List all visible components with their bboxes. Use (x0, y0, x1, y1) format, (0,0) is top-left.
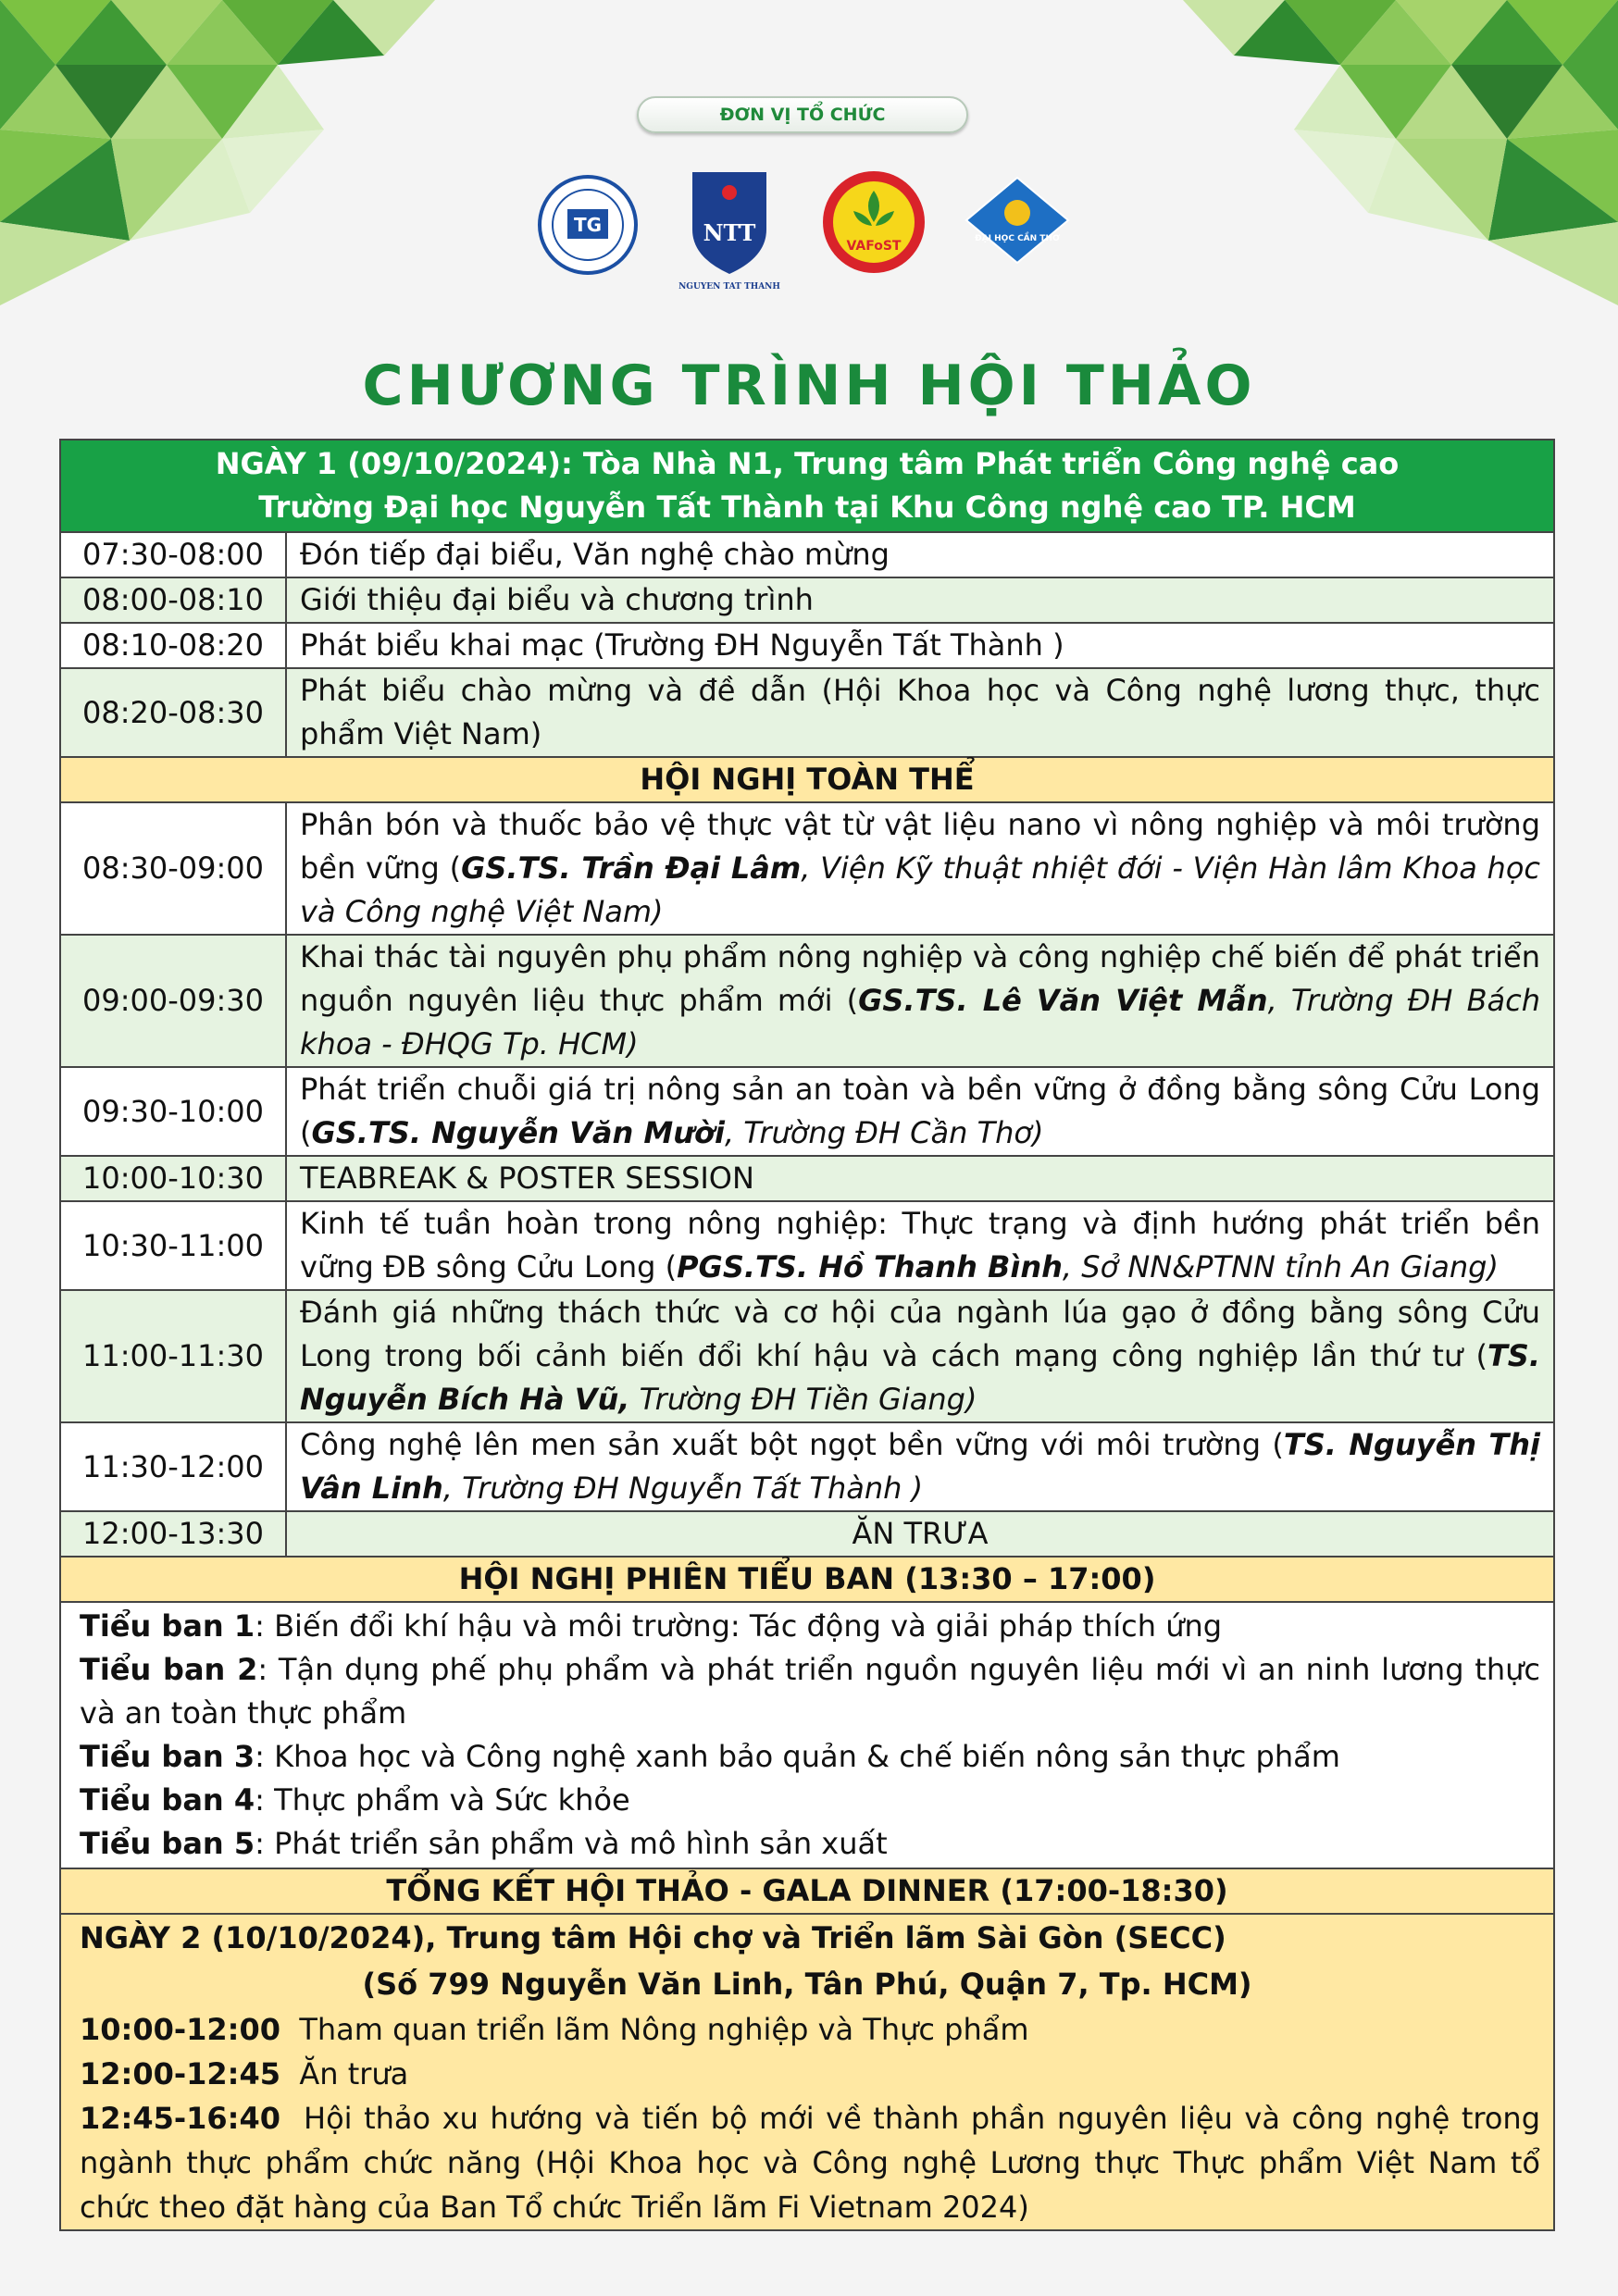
table-row (60, 935, 1554, 1067)
page-title: CHƯƠNG TRÌNH HỘI THẢO (362, 354, 1256, 418)
ntt-logo-caption: NGUYEN TAT THANH (678, 282, 780, 292)
closing-header-row (60, 1868, 1554, 1914)
subcommittees-row (60, 1602, 1554, 1868)
subcommittee-name: Tiểu ban 2 (80, 1652, 258, 1687)
speaker-affiliation: Trường ĐH Tiền Giang) (629, 1382, 977, 1417)
plenary-title: HỘI NGHỊ TOÀN THỂ (60, 757, 1554, 802)
time-cell: 08:10-08:20 (60, 623, 286, 668)
talk-title: Công nghệ lên men sản xuất bột ngọt bền vững với môi trường ( (300, 1427, 1284, 1462)
decorative-triangles-right (1100, 0, 1618, 333)
tien-giang-university-logo (537, 174, 639, 276)
program-table (59, 439, 1555, 2231)
subcommittee-item (74, 1605, 1540, 1648)
speaker-name: GS.TS. Trần Đại Lâm (461, 850, 802, 886)
subcommittee-item (74, 1735, 1540, 1779)
subcommittee-item (74, 1822, 1540, 1866)
time-cell: 10:30-11:00 (60, 1201, 286, 1290)
table-row (60, 1067, 1554, 1156)
speaker-affiliation: , Sở NN&PTNN tỉnh An Giang) (1062, 1249, 1499, 1285)
subcommittees-cell (60, 1602, 1554, 1868)
time-cell: 11:30-12:00 (60, 1422, 286, 1511)
talk-title: Đánh giá những thách thức và cơ hội của ngành lúa gạo ở đồng bằng sông Cửu Long trong bối cảnh biến đổi khí hậu và cách mạng công nghiệp lần thứ tư ( (300, 1295, 1540, 1373)
table-row (60, 1201, 1554, 1290)
day2-line2: (Số 799 Nguyễn Văn Linh, Tân Phú, Quận 7, Tp. HCM) (362, 1967, 1252, 2002)
speaker-name: PGS.TS. Hồ Thanh Bình (677, 1249, 1063, 1285)
time-cell: 07:30-08:00 (60, 532, 286, 577)
time-cell: 08:30-09:00 (60, 802, 286, 935)
day1-line1: NGÀY 1 (09/10/2024): Tòa Nhà N1, Trung tâm Phát triển Công nghệ cao (215, 446, 1400, 481)
talk-title: Phân bón và thuốc bảo vệ thực vật từ vật liệu nano vì nông nghiệp và môi trường bền vững ( (300, 807, 1540, 886)
closing-title: TỔNG KẾT HỘI THẢO - GALA DINNER (17:00-18:30) (60, 1868, 1554, 1914)
activity-cell: Đón tiếp đại biểu, Văn nghệ chào mừng (286, 532, 1554, 577)
talk-title: Kinh tế tuần hoàn trong nông nghiệp: Thực trạng và định hướng phát triển bền vững ĐB sông Cửu Long ( (300, 1206, 1540, 1285)
time-cell: 10:00-10:30 (60, 1156, 286, 1201)
day2-item (74, 2052, 1540, 2096)
day2-item (74, 2007, 1540, 2052)
activity-cell: TEABREAK & POSTER SESSION (286, 1156, 1554, 1201)
day2-item-text: Ăn trưa (280, 2056, 409, 2091)
subcommittee-topic: : Biến đổi khí hậu và môi trường: Tác động và giải pháp thích ứng (255, 1608, 1223, 1644)
subcommittee-name: Tiểu ban 4 (80, 1782, 255, 1818)
lunch-row (60, 1511, 1554, 1557)
talk-title: Khai thác tài nguyên phụ phẩm nông nghiệp và công nghiệp chế biến để phát triển nguồn nguyên liệu thực phẩm mới ( (300, 939, 1540, 1018)
organizer-label: ĐƠN VỊ TỔ CHỨC (637, 96, 968, 133)
subcommittee-topic: : Thực phẩm và Sức khỏe (255, 1782, 630, 1818)
speaker-name: GS.TS. Lê Văn Việt Mẫn (858, 983, 1268, 1018)
vafost-logo-text: VAFoST (846, 239, 902, 254)
plenary-header-row (60, 757, 1554, 802)
subcommittee-name: Tiểu ban 3 (80, 1739, 255, 1774)
ctu-logo-text: ĐẠI HỌC CẦN THƠ (975, 234, 1060, 243)
table-row (60, 623, 1554, 668)
table-row (60, 577, 1554, 623)
time-cell: 08:00-08:10 (60, 577, 286, 623)
day2-item-text: Tham quan triển lãm Nông nghiệp và Thực phẩm (280, 2012, 1029, 2047)
subcommittee-item (74, 1779, 1540, 1822)
speaker-name: TS. Nguyễn Bích Hà Vũ, (300, 1338, 1540, 1417)
speaker-affiliation: , Trường ĐH Nguyễn Tất Thành ) (442, 1471, 924, 1506)
table-row (60, 532, 1554, 577)
table-row (60, 1290, 1554, 1422)
subcommittee-name: Tiểu ban 5 (80, 1826, 255, 1861)
day2-item-time: 12:45-16:40 (80, 2101, 280, 2136)
day2-row (60, 1914, 1554, 2230)
activity-cell: Phát biểu khai mạc (Trường ĐH Nguyễn Tất Thành ) (286, 623, 1554, 668)
time-cell: 09:00-09:30 (60, 935, 286, 1067)
time-cell: 11:00-11:30 (60, 1290, 286, 1422)
day2-item-text: Hội thảo xu hướng và tiến bộ mới về thành phần nguyên liệu và công nghệ trong ngành thực phẩm chức năng (Hội Khoa học và Công nghệ Lương thực Thực phẩm Việt Nam tổ chức theo đặt hàng của Ban Tổ chức Triển lãm Fi Vietnam 2024) (80, 2101, 1550, 2225)
subcommittee-topic: : Tận dụng phế phụ phẩm và phát triển nguồn nguyên liệu mới vì an ninh lương thực và an toàn thực phẩm (80, 1652, 1541, 1731)
vafost-logo (820, 168, 927, 276)
activity-cell: Phát biểu chào mừng và đề dẫn (Hội Khoa học và Công nghệ lương thực, thực phẩm Việt Nam) (286, 668, 1554, 757)
table-row (60, 668, 1554, 757)
activity-cell: Giới thiệu đại biểu và chương trình (286, 577, 1554, 623)
day2-cell (60, 1914, 1554, 2230)
lunch-cell: ĂN TRƯA (286, 1511, 1554, 1557)
decorative-triangles-left (0, 0, 518, 333)
table-row (60, 802, 1554, 935)
organizer-logos (537, 165, 1083, 294)
subcommittee-topic: : Khoa học và Công nghệ xanh bảo quản & chế biến nông sản thực phẩm (255, 1739, 1340, 1774)
talk-cell (286, 1290, 1554, 1422)
time-cell: 08:20-08:30 (60, 668, 286, 757)
subcommittee-item (74, 1648, 1540, 1735)
talk-cell (286, 802, 1554, 935)
day2-item (74, 2096, 1550, 2229)
table-row (60, 1156, 1554, 1201)
talk-cell (286, 1422, 1554, 1511)
breakout-header-row (60, 1557, 1554, 1602)
day1-line2: Trường Đại học Nguyễn Tất Thành tại Khu Công nghệ cao TP. HCM (258, 490, 1356, 525)
talk-cell (286, 1201, 1554, 1290)
nguyen-tat-thanh-logo (672, 165, 787, 294)
time-cell: 12:00-13:30 (60, 1511, 286, 1557)
talk-cell (286, 935, 1554, 1067)
speaker-affiliation: , Trường ĐH Cần Thơ) (724, 1115, 1044, 1150)
day2-item-time: 12:00-12:45 (80, 2056, 280, 2091)
day1-header (60, 440, 1554, 532)
speaker-affiliation: , Trường ĐH Bách khoa - ĐHQG Tp. HCM) (300, 983, 1541, 1061)
day2-line1: NGÀY 2 (10/10/2024), Trung tâm Hội chợ và Triển lãm Sài Gòn (SECC) (80, 1920, 1226, 1955)
day2-item-time: 10:00-12:00 (80, 2012, 280, 2047)
day1-header-row (60, 440, 1554, 532)
talk-cell (286, 1067, 1554, 1156)
tgu-logo-text: TG (573, 214, 603, 236)
speaker-name: TS. Nguyễn Thị Vân Linh (300, 1427, 1541, 1506)
subcommittee-name: Tiểu ban 1 (80, 1608, 255, 1644)
speaker-affiliation: , Viện Kỹ thuật nhiệt đới - Viện Hàn lâm Khoa học và Công nghệ Việt Nam) (300, 850, 1541, 929)
ntt-logo-text: NTT (703, 219, 756, 246)
breakout-title: HỘI NGHỊ PHIÊN TIỂU BAN (13:30 – 17:00) (60, 1557, 1554, 1602)
time-cell: 09:30-10:00 (60, 1067, 286, 1156)
subcommittee-topic: : Phát triển sản phẩm và mô hình sản xuất (255, 1826, 888, 1861)
can-tho-university-logo (963, 174, 1072, 267)
talk-title: Phát triển chuỗi giá trị nông sản an toàn và bền vững ở đồng bằng sông Cửu Long ( (300, 1072, 1540, 1150)
table-row (60, 1422, 1554, 1511)
speaker-name: GS.TS. Nguyễn Văn Mười (311, 1115, 725, 1150)
